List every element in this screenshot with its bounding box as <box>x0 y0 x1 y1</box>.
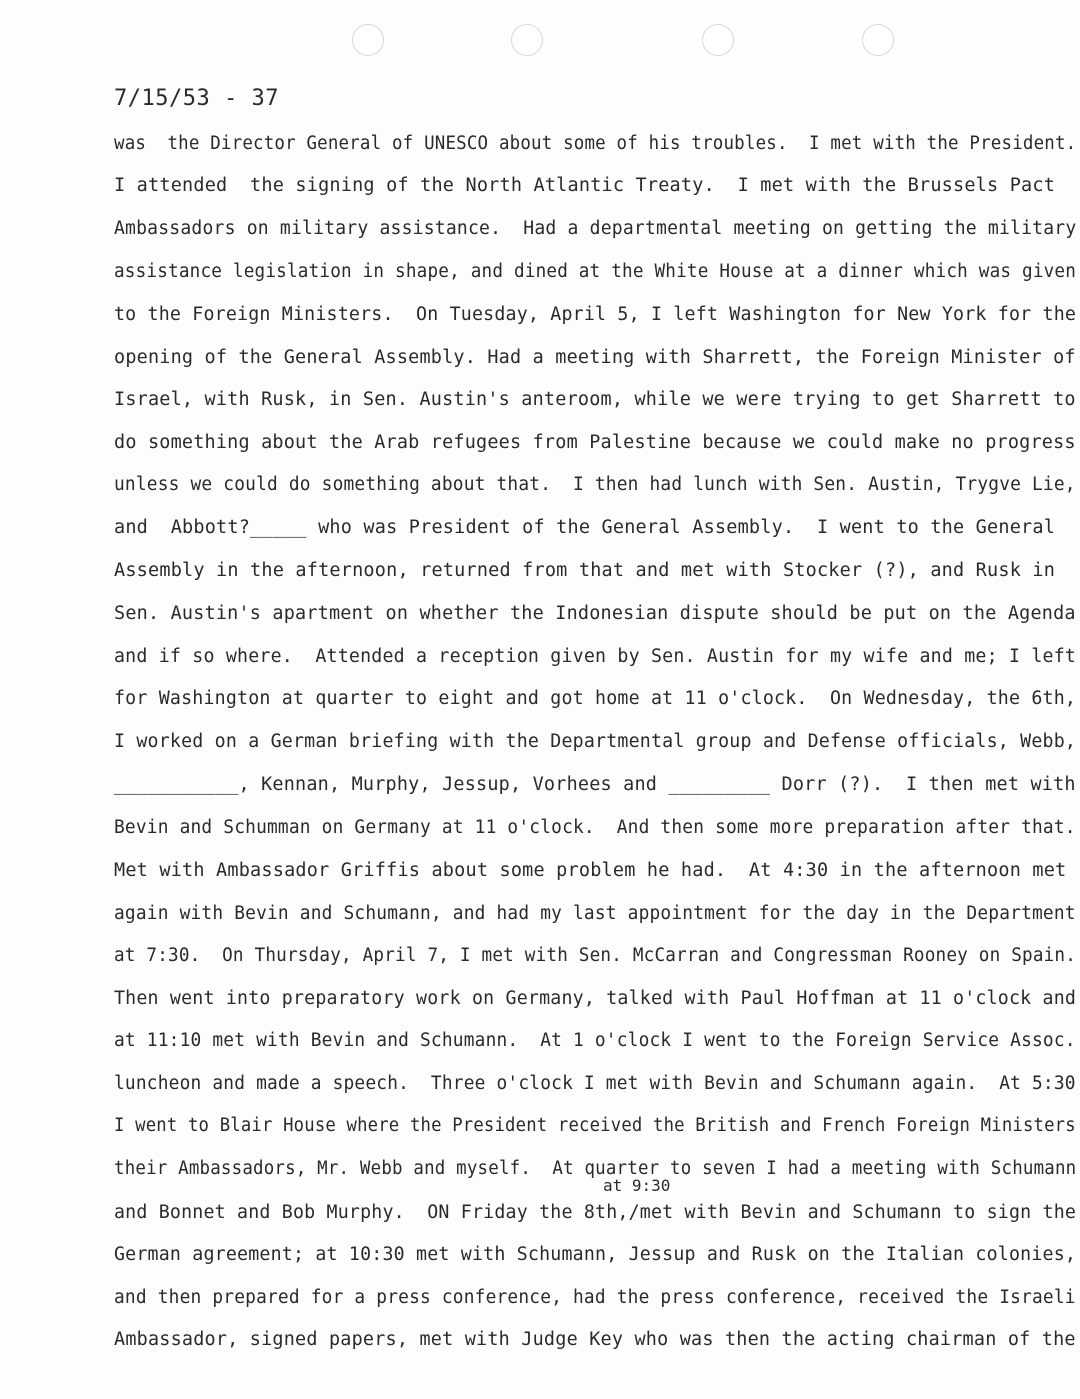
text-line: Ambassadors on military assistance. Had a departmental meeting on getting the military <box>114 218 1077 239</box>
text-line: Sen. Austin's apartment on whether the Indonesian dispute should be put on the Agenda <box>114 603 1076 624</box>
text-line: Ambassador, signed papers, met with Judge Key who was then the acting chairman of the <box>114 1329 1076 1350</box>
text-line: opening of the General Assembly. Had a meeting with Sharrett, the Foreign Minister of <box>114 347 1076 368</box>
binder-hole <box>862 24 894 56</box>
text-line: and Abbott?_____ who was President of the General Assembly. I went to the General <box>114 517 1056 538</box>
text-line: to the Foreign Ministers. On Tuesday, April 5, I left Washington for New York for the <box>114 304 1077 325</box>
text-line: Israel, with Rusk, in Sen. Austin's anteroom, while we were trying to get Sharrett to <box>114 389 1076 410</box>
text-line: was the Director General of UNESCO about some of his troubles. I met with the President. <box>114 133 1077 154</box>
binder-hole <box>702 24 734 56</box>
text-line: I went to Blair House where the President received the British and French Foreign Ministers <box>114 1115 1076 1136</box>
text-line: at 11:10 met with Bevin and Schumann. At 1 o'clock I went to the Foreign Service Assoc. <box>114 1030 1076 1051</box>
text-line: luncheon and made a speech. Three o'clock I met with Bevin and Schumann again. At 5:30 <box>114 1073 1076 1094</box>
text-line: assistance legislation in shape, and dined at the White House at a dinner which was given <box>114 261 1077 282</box>
text-line: unless we could do something about that. I then had lunch with Sen. Austin, Trygve Lie, <box>114 474 1076 495</box>
text-line: do something about the Arab refugees from Palestine because we could make no progress <box>114 432 1076 453</box>
text-line: for Washington at quarter to eight and got home at 11 o'clock. On Wednesday, the 6th, <box>114 688 1077 709</box>
interlinear-insert: at 9:30 <box>603 1176 671 1195</box>
text-line: I worked on a German briefing with the Departmental group and Defense officials, Webb, <box>114 731 1077 752</box>
text-line: at 7:30. On Thursday, April 7, I met with Sen. McCarran and Congressman Rooney on Spain. <box>114 945 1077 966</box>
text-line: Then went into preparatory work on Germany, talked with Paul Hoffman at 11 o'clock and <box>114 988 1077 1009</box>
text-line: and Bonnet and Bob Murphy. ON Friday the 8th,/met with Bevin and Schumann to sign the <box>114 1202 1077 1223</box>
text-line: German agreement; at 10:30 met with Schumann, Jessup and Rusk on the Italian colonies, <box>114 1244 1077 1265</box>
binder-hole <box>511 24 543 56</box>
text-line: I attended the signing of the North Atlantic Treaty. I met with the Brussels Pact <box>114 175 1056 196</box>
text-line: and then prepared for a press conference, had the press conference, received the Israeli <box>114 1287 1076 1308</box>
text-line: ___________, Kennan, Murphy, Jessup, Vorhees and _________ Dorr (?). I then met with <box>114 774 1076 795</box>
binder-hole <box>352 24 384 56</box>
text-line: Bevin and Schumman on Germany at 11 o'clock. And then some more preparation after that. <box>114 817 1076 838</box>
text-line: and if so where. Attended a reception given by Sen. Austin for my wife and me; I left <box>114 646 1077 667</box>
text-line: again with Bevin and Schumann, and had my last appointment for the day in the Department <box>114 903 1076 924</box>
text-line: Assembly in the afternoon, returned from that and met with Stocker (?), and Rusk in <box>114 560 1056 581</box>
text-line: their Ambassadors, Mr. Webb and myself. At quarter to seven I had a meeting with Schumann <box>114 1158 1077 1179</box>
page-reference: 7/15/53 - 37 <box>114 86 279 111</box>
text-line: Met with Ambassador Griffis about some problem he had. At 4:30 in the afternoon met <box>114 860 1067 881</box>
